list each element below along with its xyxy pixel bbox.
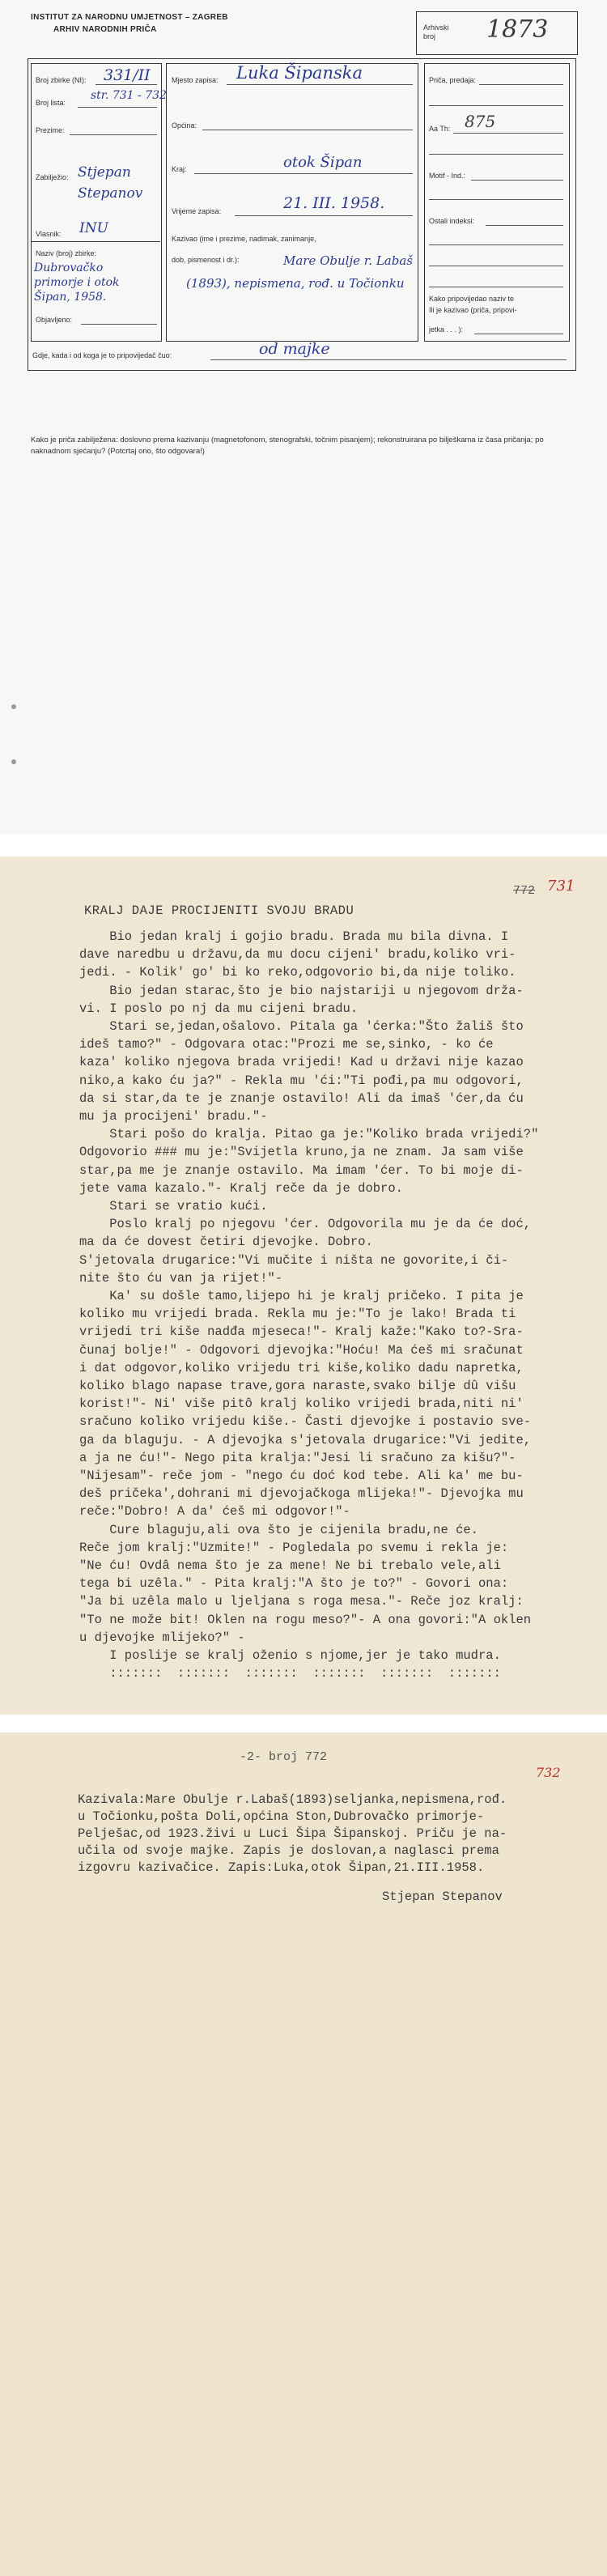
text-line: "Nijesam"- reče jom - "nego ću doć kod tebe. Ali ka' me bu- bbox=[79, 1469, 524, 1483]
surname-label: Prezime: bbox=[36, 126, 65, 134]
sheet-number-label: Broj lista: bbox=[36, 99, 66, 107]
published-label: Objavljeno: bbox=[36, 316, 73, 324]
text-line: star,pa me je znanje ostavilo. Ma imam 'ćer. To bi moje di- bbox=[79, 1163, 524, 1178]
how-told-label: Kako pripovijedao naziv te bbox=[429, 295, 515, 303]
text-line: niko,a kako ću ja?" - Rekla mu 'ći:"Ti pođi,pa mu odgovori, bbox=[79, 1073, 524, 1088]
region-label: Kraj: bbox=[172, 165, 187, 173]
text-line: koliko mu vrijedi brada. Rekla mu je:"To je lako! Brada ti bbox=[79, 1307, 516, 1322]
other-index-label: Ostali indeksi: bbox=[429, 217, 475, 225]
text-line: reče:"Dobro! A da' ćeš mi odgovor!"- bbox=[79, 1504, 350, 1520]
text-line: ideš tamo?" - Odgovara otac:"Prozi me se,sinko, - ko će bbox=[79, 1037, 494, 1052]
text-line: Cure blaguju,ali ova što je cijenila bradu,ne će. bbox=[79, 1522, 478, 1537]
narrator-label-2: dob, pismenost i dr.): bbox=[172, 256, 240, 264]
divider bbox=[429, 244, 563, 245]
collection-number-value: 331/II bbox=[104, 66, 151, 84]
divider bbox=[227, 84, 413, 85]
divider bbox=[479, 84, 563, 85]
owner-value: INU bbox=[79, 220, 108, 236]
story-type-label: Priča, predaja: bbox=[429, 76, 477, 84]
text-line: Pelješac,od 1923.živi u Luci Šipa Šipanskoj. Priču je na- bbox=[78, 1826, 507, 1841]
narrator-label: Kazivao (ime i prezime, nadimak, zanimanje, bbox=[172, 235, 316, 243]
how-told-label-3: jetka . . . ): bbox=[429, 325, 464, 334]
aa-th-label: Aa Th: bbox=[429, 125, 451, 133]
narrator-value: Mare Obulje r. Labaš (1893), nepismena, rođ. u Točionku bbox=[186, 253, 413, 291]
text-line: dave naredbu u državu,da mu docu cijeni' bradu,koliko vri- bbox=[79, 947, 516, 963]
source-label: Gdje, kada i od koga je to pripovijedač čuo: bbox=[32, 351, 172, 359]
text-line: učila od svoje majke. Zapis je doslovan,a naglasci prema bbox=[78, 1843, 499, 1858]
text-line: izgovru kazivačice. Zapis:Luka,otok Šipan,21.III.1958. bbox=[78, 1860, 485, 1875]
text-line: da si star,da te je znanje ostavilo! Ali da imaš 'ćer,da ću bbox=[79, 1090, 524, 1106]
divider bbox=[210, 359, 567, 360]
divider bbox=[70, 134, 157, 135]
archive-number-value: 1873 bbox=[486, 15, 549, 44]
text-line: ::::::: ::::::: ::::::: ::::::: ::::::: ::::::: bbox=[79, 1666, 501, 1681]
motif-label: Motif - Ind.: bbox=[429, 172, 466, 180]
recording-method-note: Kako je priča zabilježena: doslovno prema kazivanju (magnetofonom, stenografski, točnim pisanjem); rekonstruirana po bilješkama iz časa pričanja; po naknadnom sjećanju? (Potcrtaj ono, što odgovara!) bbox=[31, 436, 544, 456]
archive-number-box bbox=[416, 11, 578, 55]
text-line: Stari se vratio kući. bbox=[79, 1199, 268, 1214]
punch-hole bbox=[11, 704, 16, 709]
text-line: "Ne ću! Ovdâ nema što je za mene! Ne bi trebalo vele,ali bbox=[79, 1558, 501, 1573]
text-line: Reče jom kralj:"Uzmite!" - Pogledala po svemu i rekla je: bbox=[79, 1540, 509, 1555]
text-line: "To ne može bit! Oklen na rogu meso?"- A ona govori:"A oklen bbox=[79, 1612, 532, 1627]
collection-name-label: Naziv (broj) zbirke: bbox=[36, 249, 97, 257]
source-value: od majke bbox=[259, 340, 330, 358]
text-line: I poslije se kralj oženio s njome,jer je tako mudra. bbox=[79, 1648, 501, 1663]
archive-name: ARHIV NARODNIH PRIČA bbox=[53, 25, 157, 34]
text-line: čunaj bolje!" - Odgovori djevojka:"Hoću! Ma ćeš mi sračunat bbox=[79, 1342, 524, 1358]
recorded-by-label: Zabilježio: bbox=[36, 173, 69, 181]
text-line: deš pričeka',dohrani mi djevojačkoga mlijeka!"- Djevojka mu bbox=[79, 1486, 524, 1502]
text-line: Stari pošo do kralja. Pitao ga je:"Koliko brada vrijedi?" bbox=[79, 1127, 539, 1142]
text-line: Bio jedan kralj i gojio bradu. Brada mu bila divna. I bbox=[79, 929, 509, 944]
text-line: Bio jedan starac,što je bio najstariji u njegovom drža- bbox=[79, 983, 524, 998]
metadata-page bbox=[0, 1732, 607, 2576]
divider bbox=[453, 133, 563, 134]
text-line: jete vama kazalo."- Kralj reče da je dobro. bbox=[79, 1180, 403, 1196]
text-line: kaza' koliko njegova brada vrijedi! Kad u državi nije kazao bbox=[79, 1055, 524, 1070]
text-line: korist!"- Ni' više pitô kralj koliko vrijedi brada,niti ni' bbox=[79, 1396, 524, 1412]
place-label: Mjesto zapisa: bbox=[172, 76, 219, 84]
text-line: S'jetovala drugarice:"Vi mučite i ništa ne govorite,i či- bbox=[79, 1252, 509, 1268]
text-line: vi. I poslo po nj da mu cijeni bradu. bbox=[79, 1001, 359, 1016]
divider bbox=[78, 107, 157, 108]
text-line: vrijedi tri kiše nadđa mjeseca!"- Kralj kaže:"Kako to?-Sra- bbox=[79, 1324, 524, 1340]
region-value: otok Šipan bbox=[283, 154, 363, 171]
page-mark-new: 731 bbox=[547, 878, 575, 895]
text-line: Ka' su došle tamo,lijepo hi je kralj pričeko. I pita je bbox=[79, 1289, 524, 1303]
text-line: a ja ne ću!"- Nego pita kralja:"Jesi li sračuno za kišu?"- bbox=[79, 1450, 516, 1465]
divider bbox=[194, 173, 413, 174]
divider bbox=[235, 215, 413, 216]
municipality-label: Općina: bbox=[172, 121, 197, 130]
text-line: i dat odgovor,koliko vrijedu tri kiše,koliko dadu napretka, bbox=[79, 1360, 524, 1375]
page-number: -2- broj 772 bbox=[240, 1750, 328, 1764]
text-line: ma da će dovest četiri djevojke. Dobro. bbox=[79, 1235, 373, 1250]
text-line: mu ja procijeni' bradu."- bbox=[79, 1109, 268, 1124]
archive-number-label: Arhivski broj bbox=[423, 23, 449, 40]
divider bbox=[486, 225, 563, 226]
signature: Stjepan Stepanov bbox=[382, 1889, 503, 1904]
sheet-number-value: str. 731 - 732 bbox=[91, 89, 167, 102]
text-line: koliko blago napase trave,gora naraste,svako bilje dû višu bbox=[79, 1379, 516, 1393]
text-line: sračuno koliko vrijedu kiše.- Časti djevojke i postavio sve- bbox=[79, 1414, 532, 1430]
punch-hole bbox=[11, 759, 16, 764]
divider bbox=[96, 84, 157, 85]
text-line: tega bi uzêla." - Pita kralj:"A što je to?" - Govori ona: bbox=[79, 1576, 509, 1592]
owner-label: Vlasnik: bbox=[36, 230, 62, 238]
divider bbox=[429, 199, 563, 200]
story-title: KRALJ DAJE PROCIJENITI SVOJU BRADU bbox=[84, 903, 354, 918]
page-mark-new: 732 bbox=[536, 1765, 561, 1780]
institute-name: INSTITUT ZA NARODNU UMJETNOST – ZAGREB bbox=[31, 13, 228, 22]
date-label: Vrijeme zapisa: bbox=[172, 207, 222, 215]
aa-th-value: 875 bbox=[465, 112, 496, 131]
text-line: ga da blaguju. - A djevojka s'jetovala drugarice:"Vi jedite, bbox=[79, 1432, 532, 1447]
divider bbox=[81, 324, 157, 325]
divider bbox=[31, 241, 160, 242]
text-line: Odgovorio ### mu je:"Svijetla kruno,ja ne znam. Ja sam više bbox=[79, 1145, 524, 1160]
divider bbox=[429, 105, 563, 106]
text-line: Kazivala:Mare Obulje r.Labaš(1893)seljanka,nepismena,rođ. bbox=[78, 1792, 507, 1807]
text-line: jedi. - Kolik' go' bi ko reko,odgovorio bi,da nije toliko. bbox=[79, 965, 516, 980]
divider bbox=[471, 180, 563, 181]
date-value: 21. III. 1958. bbox=[283, 194, 385, 212]
institute-header bbox=[31, 11, 228, 36]
divider bbox=[429, 154, 563, 155]
text-line: u djevojke mlijeko?" - bbox=[79, 1630, 245, 1645]
catalog-card-page bbox=[0, 0, 607, 834]
struck-page-mark: 772 bbox=[513, 884, 536, 898]
place-value: Luka Šipanska bbox=[236, 63, 363, 83]
collection-name-value: Dubrovačko primorje i otok Šipan, 1958. bbox=[34, 261, 120, 304]
story-page bbox=[0, 857, 607, 1715]
text-line: Poslo kralj po njegovu 'ćer. Odgovorila mu je da će doć, bbox=[79, 1217, 532, 1232]
collection-number-label: Broj zbirke (NI): bbox=[36, 76, 87, 84]
how-told-label-2: Ili je kazivao (priča, pripovi- bbox=[429, 306, 517, 314]
recorded-by-value: Stjepan Stepanov bbox=[78, 164, 143, 202]
text-line: "Ja bi uzêla malo u ljeljana s roga mesa."- Reče joz kralj: bbox=[79, 1594, 524, 1609]
text-line: nite što ću van ja rijet!"- bbox=[79, 1270, 283, 1286]
text-line: u Točionku,pošta Doli,općina Ston,Dubrovačko primorje- bbox=[78, 1809, 485, 1824]
text-line: Stari se,jedan,ošalovo. Pitala ga 'ćerka:"Što žališ što bbox=[79, 1019, 524, 1034]
